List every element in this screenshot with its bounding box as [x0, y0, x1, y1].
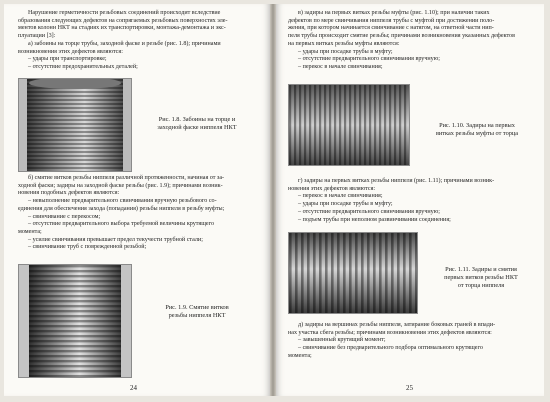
figure-1-11-caption — [422, 266, 540, 290]
list-item: – отсутствие предварительного выбора требуемой величины крутящего — [28, 221, 214, 228]
list-item: момента; — [18, 228, 42, 235]
text-line: ходной фаски; задиры на заходной фаске резьбы (рис. 1.9); причинами возник- — [18, 182, 223, 189]
text-line: б) смятие витков резьбы ниппеля различной протяженности, начиная от за- — [28, 175, 225, 181]
item-g-paragraph — [288, 178, 534, 224]
list-item: – перекос в начале свинчивания; — [298, 63, 383, 70]
list-item: – удары при посадке трубы в муфту; — [298, 201, 393, 208]
list-item: единения для обеспечения захода (попадания) резьбы ниппеля в резьбу муфты; — [18, 205, 225, 212]
text-line: Нарушение герметичности резьбовых соединений происходит вследствие — [28, 10, 221, 16]
text-line: плуатации [3]: — [18, 33, 56, 40]
figure-1-8-caption — [136, 116, 258, 132]
list-item: момента; — [288, 352, 312, 359]
page-number: 24 — [130, 384, 137, 392]
page-number: 25 — [406, 384, 413, 392]
threaded-pipe-image — [19, 79, 131, 171]
nipple-thread-image — [289, 233, 417, 313]
caption-line: Рис. 1.10. Задиры на первых — [439, 122, 515, 129]
caption-line: Рис. 1.11. Задиры и смятия — [445, 266, 517, 273]
figure-1-9-caption — [136, 304, 258, 320]
caption-line: от торца ниппеля — [457, 282, 505, 289]
text-line: г) задиры на первых витках резьбы ниппеля (рис. 1.11); причинами возник- — [298, 178, 495, 184]
list-item: – подъем трубы при неполном развинчивании соединения; — [298, 216, 451, 223]
caption-line: Рис. 1.9. Смятие витков — [165, 304, 229, 311]
list-item: – отсутствие предварительного свинчивания вручную; — [298, 208, 440, 215]
text-line: дефектов по мере свинчивания ниппеля трубы с муфтой при достижении поло- — [288, 17, 495, 24]
threaded-pipe-image — [19, 265, 131, 377]
item-b-paragraph — [18, 175, 258, 252]
caption-line: заходной фаске ниппеля НКТ — [157, 124, 237, 131]
figure-1-10-caption — [416, 122, 538, 138]
list-item: – удары при посадке трубы в муфту; — [298, 48, 393, 55]
caption-line: витках резьбы муфты от торца — [435, 130, 519, 137]
item-v-paragraph — [288, 10, 534, 72]
left-page — [4, 4, 270, 396]
text-line: д) задиры на вершинах резьбы ниппеля, затирание боковых граней в впади- — [298, 322, 496, 328]
list-item: – завышенный крутящий момент; — [298, 337, 386, 344]
text-line: жения, при котором начинается свинчивание с натягом, на ответной части нип- — [288, 25, 494, 32]
text-line: возникновения этих дефектов являются: — [18, 48, 123, 55]
list-item: – невыполнение предварительного свинчивания вручную резьбового со- — [28, 198, 217, 205]
figure-1-11-photo — [288, 232, 418, 314]
intro-paragraph — [18, 10, 258, 72]
text-line: ментов колонн НКТ на стадиях их транспортировки, монтажа-демонтажа и экс- — [18, 25, 226, 32]
figure-1-9-photo — [18, 264, 132, 378]
text-line: новения подобных дефектов являются: — [18, 190, 120, 197]
list-item: – свинчивание с перекосом; — [28, 213, 101, 220]
caption-line: Рис. 1.8. Забоины на торце и — [158, 116, 236, 123]
text-line: нах участка сбега резьбы; причинами возникновения этих дефектов являются: — [288, 329, 492, 336]
list-item: – свинчивание труб с поврежденной резьбой; — [28, 244, 147, 251]
text-line: а) забоины на торце трубы, заходной фаске и резьбе (рис. 1.8); причинами — [28, 40, 221, 47]
text-line: новения этих дефектов являются: — [288, 185, 376, 192]
list-item: – усилие свинчивания превышает предел текучести трубной стали; — [28, 236, 203, 243]
list-item: – свинчивание без предварительного подбора оптимального крутящего — [298, 345, 483, 352]
list-item: – отсутствие предохранительных деталей; — [28, 63, 138, 70]
list-item: – удары при транспортировке; — [28, 56, 107, 63]
text-line: на первых витках резьбы муфты являются: — [288, 40, 400, 47]
list-item: – отсутствие предварительного свинчивания вручную; — [298, 56, 440, 63]
text-line: в) задиры на первых витках резьбы муфты (рис. 1.10); при наличии таких — [298, 10, 490, 16]
right-page — [276, 4, 544, 396]
list-item: – перекос в начале свинчивания; — [298, 193, 383, 200]
caption-line: резьбы ниппеля НКТ — [168, 312, 226, 319]
coupling-thread-image — [289, 85, 409, 165]
figure-1-8-photo — [18, 78, 132, 172]
item-d-paragraph — [288, 322, 534, 361]
figure-1-10-photo — [288, 84, 410, 166]
caption-line: первых витков резьбы НКТ — [444, 274, 518, 281]
text-line: образования следующих дефектов на сопрягаемых резьбовых поверхностях эле- — [18, 17, 228, 24]
text-line: пеля трубы происходит смятие резьбы; причинами возникновения указанных дефектов — [288, 33, 515, 40]
